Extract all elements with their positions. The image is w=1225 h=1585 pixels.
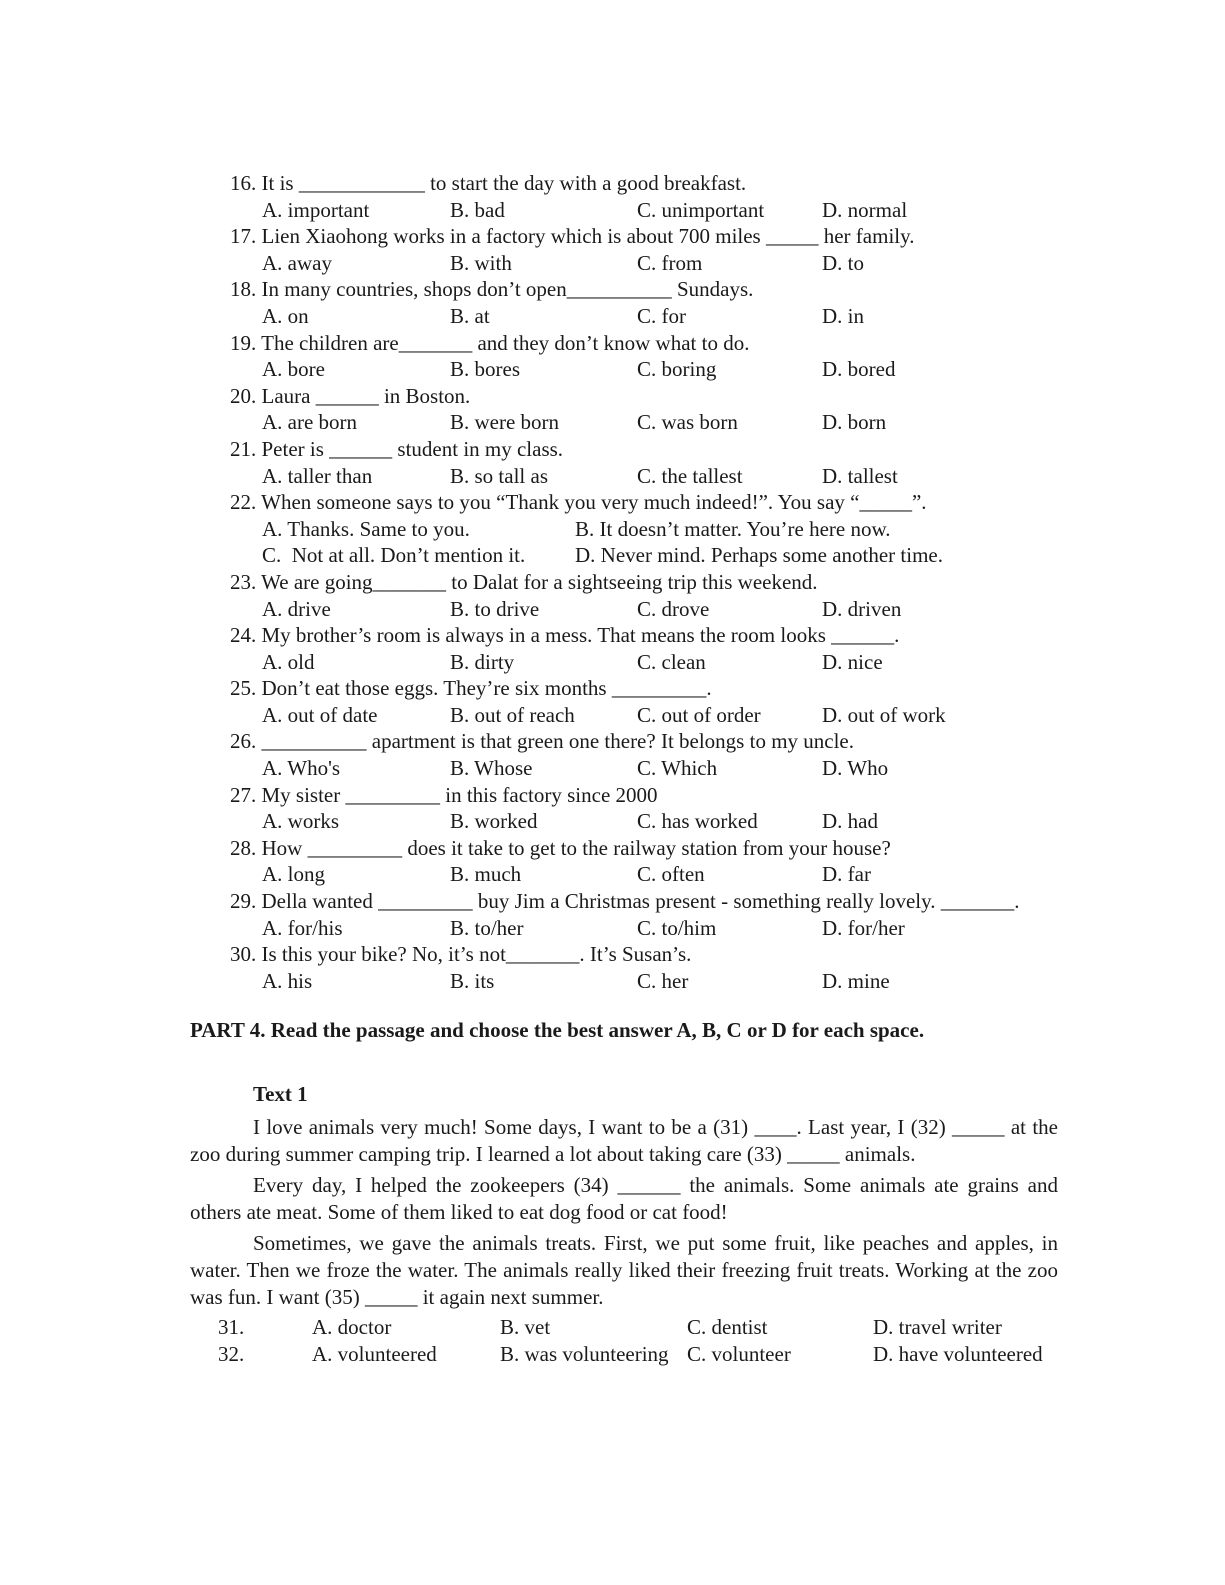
answer-options bbox=[230, 915, 1110, 942]
answer-option: A. volunteered bbox=[312, 1341, 437, 1366]
answer-option: D. in bbox=[822, 303, 864, 328]
answer-option: C. clean bbox=[637, 649, 706, 674]
answer-option: D. had bbox=[822, 809, 878, 834]
multiple-choice-questions bbox=[230, 170, 1110, 994]
answer-option: C. her bbox=[637, 968, 689, 993]
passage-question-row bbox=[218, 1341, 1043, 1368]
answer-option: D. driven bbox=[822, 596, 902, 621]
question-stem: 17. Lien Xiaohong works in a factory which is about 700 miles _____ her family. bbox=[230, 224, 915, 249]
answer-option: D. nice bbox=[822, 649, 883, 674]
answer-options bbox=[230, 303, 1110, 330]
question-stem: 19. The children are_______ and they don’t know what to do. bbox=[230, 330, 750, 355]
answer-option: D. tallest bbox=[822, 463, 898, 488]
answer-option: C. to/him bbox=[637, 915, 717, 940]
answer-option: B. were born bbox=[450, 410, 560, 435]
answer-option: D. bored bbox=[822, 357, 896, 382]
answer-option: A. on bbox=[262, 303, 309, 328]
answer-option: B. to drive bbox=[450, 596, 540, 621]
answer-option: D. born bbox=[822, 410, 887, 435]
answer-option: C. Which bbox=[637, 756, 718, 781]
answer-option: D. for/her bbox=[822, 915, 905, 940]
answer-option: A. out of date bbox=[262, 702, 378, 727]
answer-option: A. Who's bbox=[262, 756, 341, 781]
answer-option: B. bad bbox=[450, 197, 505, 222]
part4-heading: PART 4. Read the passage and choose the best answer A, B, C or D for each space. bbox=[190, 1018, 925, 1042]
answer-options bbox=[230, 463, 1110, 490]
answer-option: A. for/his bbox=[262, 915, 343, 940]
answer-option: C. out of order bbox=[637, 702, 761, 727]
answer-options bbox=[230, 702, 1110, 729]
question-stem: 18. In many countries, shops don’t open__________ Sundays. bbox=[230, 277, 754, 302]
answer-option: C. was born bbox=[637, 410, 738, 435]
answer-option: D. Never mind. Perhaps some another time. bbox=[575, 543, 943, 568]
answer-option: C. drove bbox=[637, 596, 710, 621]
answer-option: A. bore bbox=[262, 357, 325, 382]
answer-option: C. unimportant bbox=[637, 197, 765, 222]
answer-option: D. out of work bbox=[822, 702, 946, 727]
answer-options bbox=[230, 356, 1110, 383]
answer-option: C. Not at all. Don’t mention it. bbox=[262, 543, 526, 568]
answer-option: C. has worked bbox=[637, 809, 758, 834]
question-stem: 24. My brother’s room is always in a mess. That means the room looks ______. bbox=[230, 623, 900, 648]
question-stem: 25. Don’t eat those eggs. They’re six months _________. bbox=[230, 676, 712, 701]
answer-options bbox=[230, 516, 1110, 543]
answer-option: C. from bbox=[637, 250, 703, 275]
answer-option: A. doctor bbox=[312, 1315, 392, 1339]
answer-option: D. have volunteered bbox=[873, 1341, 1043, 1366]
answer-option: B. to/her bbox=[450, 915, 524, 940]
answer-option: D. far bbox=[822, 862, 871, 887]
passage-questions bbox=[218, 1314, 1043, 1367]
passage-paragraph: Every day, I helped the zookeepers (34) ______ the animals. Some animals ate grains and others ate meat. Some of them liked to eat dog food or cat food! bbox=[190, 1173, 1058, 1224]
answer-options bbox=[230, 250, 1110, 277]
answer-option: A. old bbox=[262, 649, 315, 674]
question-number: 31. bbox=[218, 1315, 245, 1339]
answer-options bbox=[230, 542, 1110, 569]
passage-question-row bbox=[218, 1314, 1043, 1341]
answer-option: A. drive bbox=[262, 596, 331, 621]
answer-option: D. mine bbox=[822, 968, 890, 993]
answer-options bbox=[230, 808, 1110, 835]
answer-options bbox=[230, 968, 1110, 995]
answer-option: B. at bbox=[450, 303, 490, 328]
question-stem: 30. Is this your bike? No, it’s not_______. It’s Susan’s. bbox=[230, 942, 692, 967]
answer-option: B. vet bbox=[500, 1315, 551, 1339]
question-stem: 26. __________ apartment is that green one there? It belongs to my uncle. bbox=[230, 729, 855, 754]
answer-option: B. out of reach bbox=[450, 702, 575, 727]
answer-option: C. volunteer bbox=[687, 1341, 791, 1366]
answer-option: B. was volunteering bbox=[500, 1341, 669, 1366]
answer-option: A. Thanks. Same to you. bbox=[262, 516, 470, 541]
question-stem: 23. We are going_______ to Dalat for a sightseeing trip this weekend. bbox=[230, 569, 818, 594]
passage-paragraph: Sometimes, we gave the animals treats. First, we put some fruit, like peaches and apples, in water. Then we froze the water. The animals really liked their freezing fruit treats. Working at the zoo was fun. I want (35) _____ it again next summer. bbox=[190, 1231, 1058, 1309]
answer-option: C. for bbox=[637, 303, 686, 328]
answer-options bbox=[230, 596, 1110, 623]
answer-options bbox=[230, 197, 1110, 224]
answer-option: B. with bbox=[450, 250, 512, 275]
answer-option: C. the tallest bbox=[637, 463, 743, 488]
answer-options bbox=[230, 409, 1110, 436]
answer-option: D. normal bbox=[822, 197, 908, 222]
answer-option: D. travel writer bbox=[873, 1315, 1002, 1339]
question-stem: 21. Peter is ______ student in my class. bbox=[230, 436, 564, 461]
answer-option: B. so tall as bbox=[450, 463, 548, 488]
answer-options bbox=[230, 755, 1110, 782]
answer-option: B. dirty bbox=[450, 649, 515, 674]
question-stem: 27. My sister _________ in this factory since 2000 bbox=[230, 782, 658, 807]
answer-option: B. its bbox=[450, 968, 495, 993]
answer-option: C. boring bbox=[637, 357, 717, 382]
question-stem: 29. Della wanted _________ buy Jim a Christmas present - something really lovely. _______. bbox=[230, 889, 1020, 914]
answer-options bbox=[230, 649, 1110, 676]
answer-option: C. often bbox=[637, 862, 705, 887]
answer-option: B. Whose bbox=[450, 756, 533, 781]
passage bbox=[190, 1114, 1058, 1315]
answer-option: B. much bbox=[450, 862, 522, 887]
answer-option: A. long bbox=[262, 862, 325, 887]
text-title: Text 1 bbox=[253, 1082, 308, 1106]
answer-option: A. away bbox=[262, 250, 332, 275]
question-stem: 22. When someone says to you “Thank you very much indeed!”. You say “_____”. bbox=[230, 490, 927, 515]
answer-options bbox=[230, 861, 1110, 888]
answer-option: D. to bbox=[822, 250, 864, 275]
question-stem: 28. How _________ does it take to get to the railway station from your house? bbox=[230, 835, 891, 860]
answer-option: C. dentist bbox=[687, 1315, 768, 1339]
passage-paragraph: I love animals very much! Some days, I want to be a (31) ____. Last year, I (32) _____ at the zoo during summer camping trip. I learned a lot about taking care (33) _____ animals. bbox=[190, 1115, 1058, 1166]
question-stem: 16. It is ____________ to start the day with a good breakfast. bbox=[230, 171, 747, 195]
question-number: 32. bbox=[218, 1341, 245, 1366]
answer-option: B. It doesn’t matter. You’re here now. bbox=[575, 516, 891, 541]
answer-option: A. taller than bbox=[262, 463, 373, 488]
answer-option: D. Who bbox=[822, 756, 889, 781]
answer-option: B. bores bbox=[450, 357, 520, 382]
answer-option: A. works bbox=[262, 809, 339, 834]
answer-option: A. are born bbox=[262, 410, 358, 435]
answer-option: A. important bbox=[262, 197, 370, 222]
question-stem: 20. Laura ______ in Boston. bbox=[230, 383, 471, 408]
answer-option: A. his bbox=[262, 968, 313, 993]
answer-option: B. worked bbox=[450, 809, 538, 834]
